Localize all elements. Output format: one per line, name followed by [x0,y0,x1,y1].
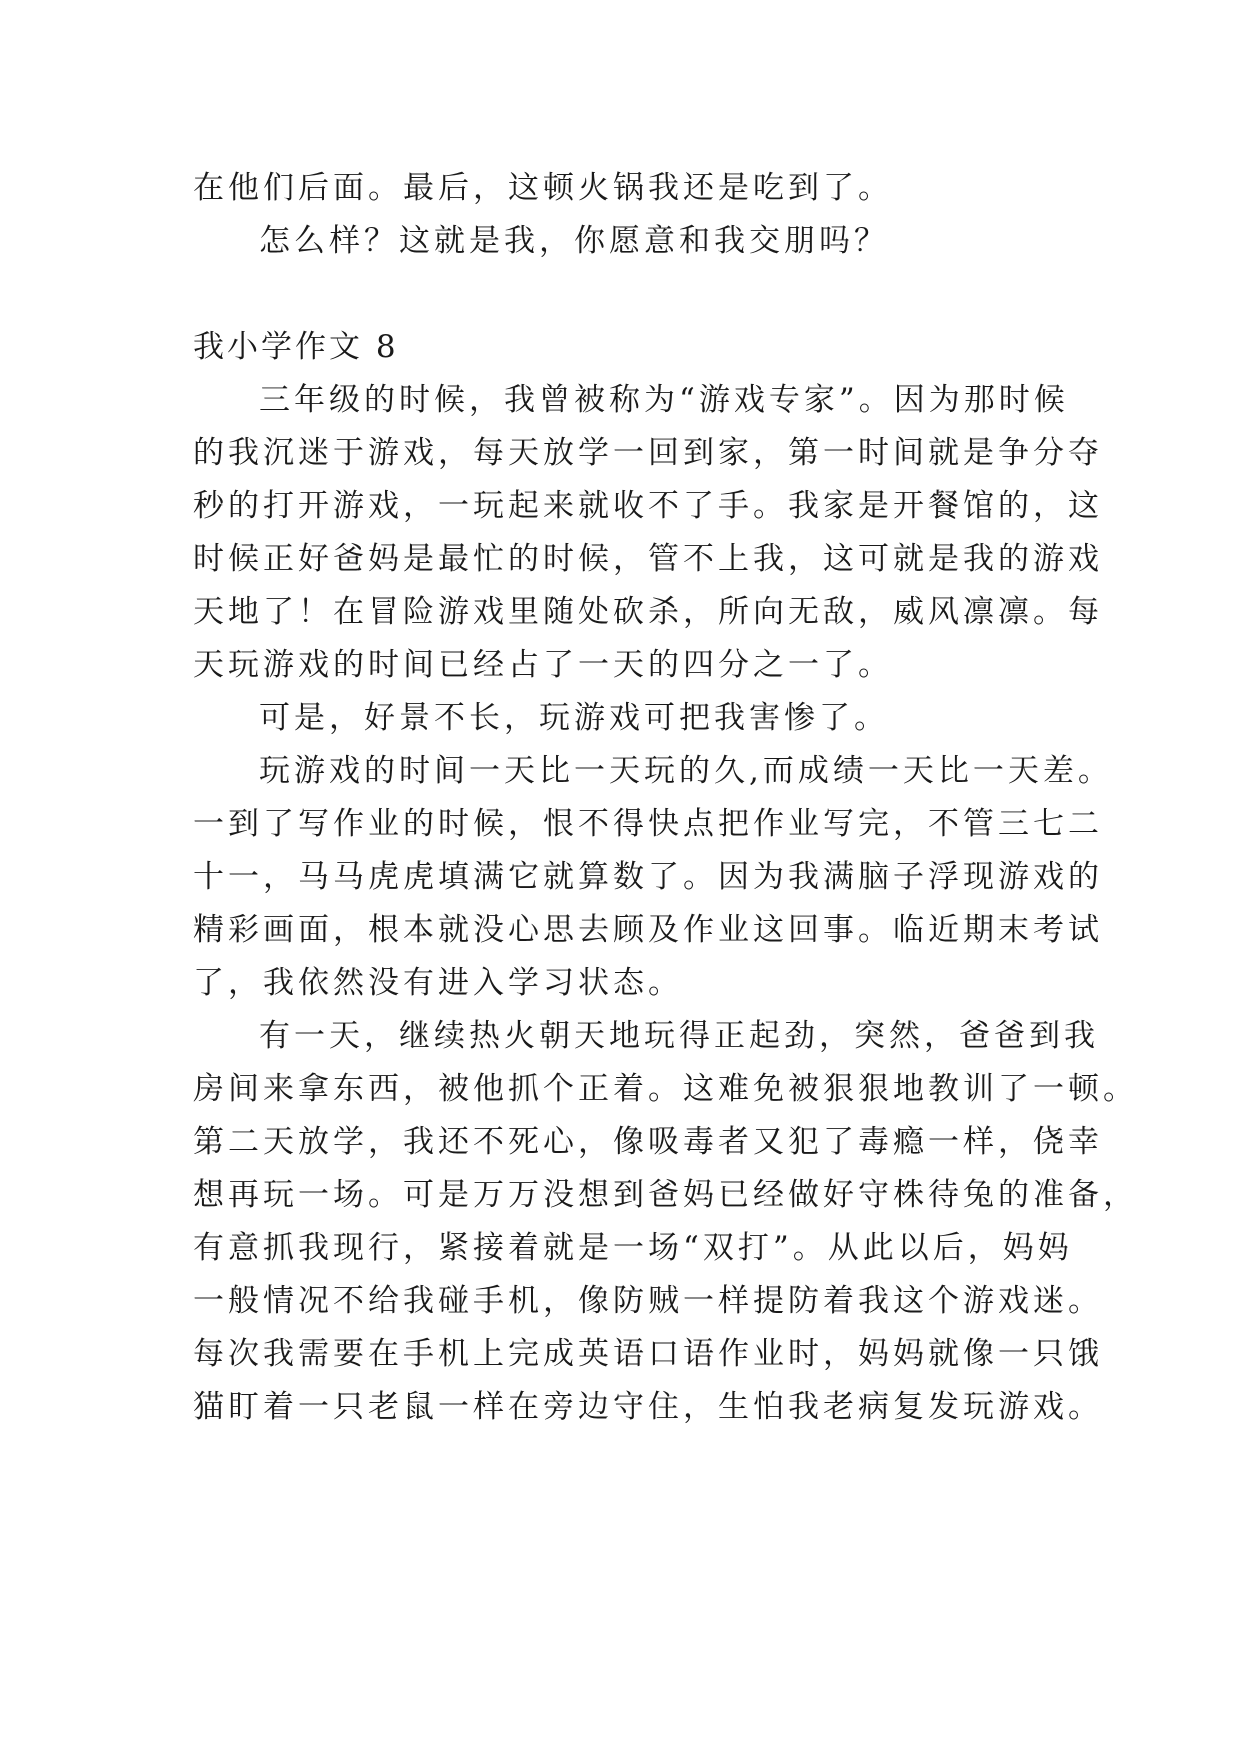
paragraph-line: 有意抓我现行，紧接着就是一场“双打”。从此以后，妈妈 [193,1230,1073,1266]
paragraph-line: 怎么样？这就是我，你愿意和我交朋吗？ [259,223,889,259]
paragraph-line: 玩游戏的时间一天比一天玩的久,而成绩一天比一天差。 [259,753,1113,789]
paragraph-line: 房间来拿东西，被他抓个正着。这难免被狠狠地教训了一顿。 [193,1071,1138,1107]
paragraph-line: 了，我依然没有进入学习状态。 [193,965,683,1001]
paragraph-line: 在他们后面。最后，这顿火锅我还是吃到了。 [193,170,893,206]
paragraph-line: 想再玩一场。可是万万没想到爸妈已经做好守株待兔的准备， [193,1177,1138,1213]
paragraph-line: 每次我需要在手机上完成英语口语作业时，妈妈就像一只饿 [193,1336,1103,1372]
paragraph-line: 一到了写作业的时候，恨不得快点把作业写完，不管三七二 [193,806,1103,842]
paragraph-gap [193,268,1073,321]
paragraph-line: 可是，好景不长，玩游戏可把我害惨了。 [259,700,889,736]
paragraph-line: 精彩画面，根本就没心思去顾及作业这回事。临近期末考试 [193,912,1103,948]
paragraph-line: 十一，马马虎虎填满它就算数了。因为我满脑子浮现游戏的 [193,859,1103,895]
paragraph-line: 的我沉迷于游戏，每天放学一回到家，第一时间就是争分夺 [193,435,1103,471]
paragraph-line: 秒的打开游戏，一玩起来就收不了手。我家是开餐馆的，这 [193,488,1103,524]
paragraph-line: 三年级的时候，我曾被称为“游戏专家”。因为那时候 [259,382,1069,418]
paragraph-line: 一般情况不给我碰手机，像防贼一样提防着我这个游戏迷。 [193,1283,1103,1319]
document-body [193,162,1138,1434]
paragraph-line: 时候正好爸妈是最忙的时候，管不上我，这可就是我的游戏 [193,541,1103,577]
paragraph-line: 天玩游戏的时间已经占了一天的四分之一了。 [193,647,893,683]
paragraph-line: 天地了！在冒险游戏里随处砍杀，所向无敌，威风凛凛。每 [193,594,1103,630]
paragraph-line: 猫盯着一只老鼠一样在旁边守住，生怕我老病复发玩游戏。 [193,1389,1103,1425]
section-title: 我小学作文 8 [193,329,399,365]
paragraph-line: 第二天放学，我还不死心，像吸毒者又犯了毒瘾一样，侥幸 [193,1124,1103,1160]
paragraph-line: 有一天，继续热火朝天地玩得正起劲，突然，爸爸到我 [259,1018,1099,1054]
